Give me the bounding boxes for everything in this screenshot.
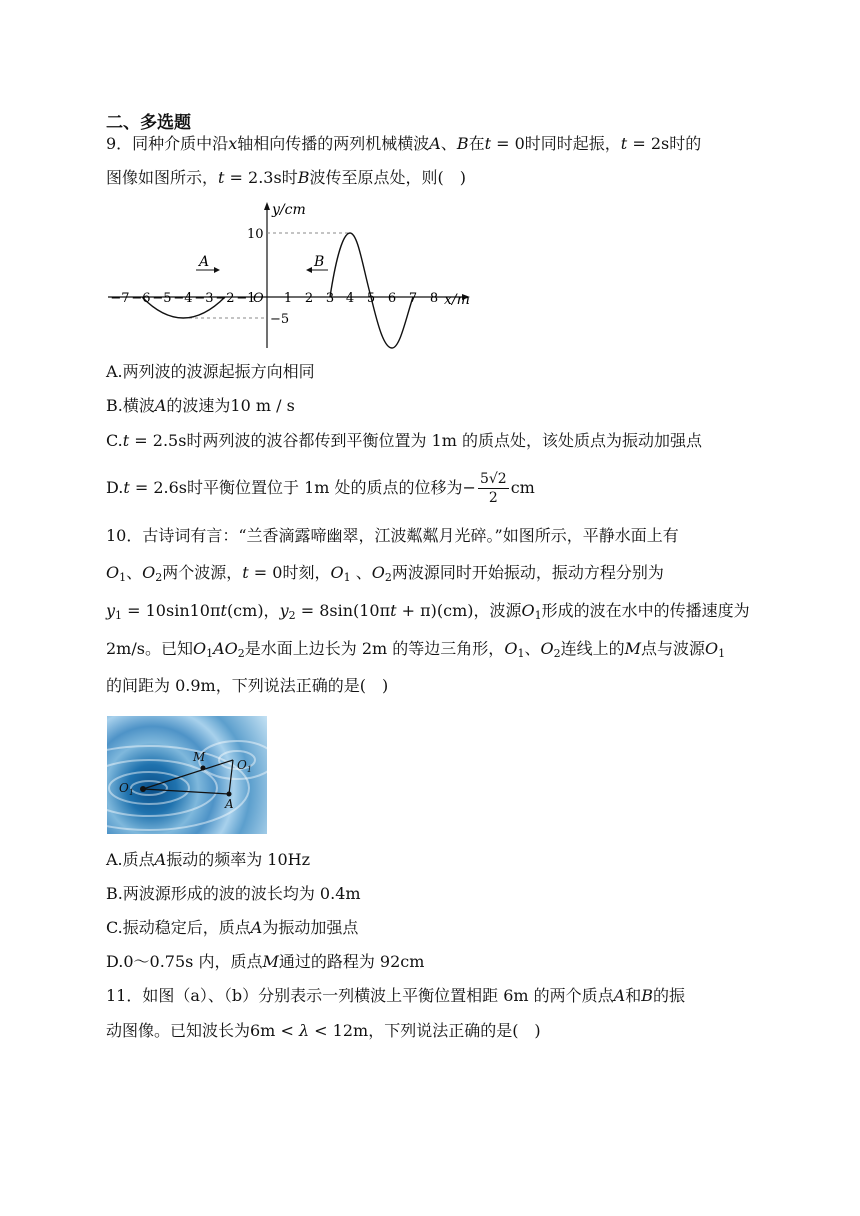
x-tick: 6 bbox=[387, 291, 397, 306]
q10-option-d: D.0～0.75s 内，质点M通过的路程为 92cm bbox=[106, 952, 425, 971]
point-a-label: A bbox=[225, 797, 234, 811]
x-tick: 1 bbox=[283, 291, 293, 306]
x-tick: 7 bbox=[408, 291, 418, 306]
x-tick: −6 bbox=[131, 291, 151, 306]
q10-line-5: 的间距为 0.9m，下列说法正确的是( ) bbox=[106, 676, 389, 695]
q9-line-1: 9．同种介质中沿x轴相向传播的两列机械横波A、B在t = 0时同时起振，t = 2s时的 bbox=[106, 134, 702, 153]
water-wave-photo bbox=[107, 716, 267, 834]
x-tick: −7 bbox=[110, 291, 130, 306]
q10-option-b: B.两波源形成的波的波长均为 0.4m bbox=[106, 884, 361, 903]
x-tick: −2 bbox=[215, 291, 235, 306]
q10-line-2: $O_1$、$O_2$两个波源，t = 0时刻，$O_1$ 、$O_2$两波源同时开始振动，振动方程分别为 bbox=[106, 563, 664, 584]
x-tick: 8 bbox=[429, 291, 439, 306]
x-tick: −1 bbox=[236, 291, 256, 306]
q9-option-d: D.t = 2.6s时平衡位置位于 1m 处的质点的位移为− $\frac{5√2}{2}$ cm bbox=[106, 471, 535, 506]
q9-line-2: 图像如图所示，t = 2.3s时B波传至原点处，则( ) bbox=[106, 168, 466, 187]
wave-a-label: A bbox=[199, 254, 210, 270]
q10-option-c: C.振动稳定后，质点A为振动加强点 bbox=[106, 918, 359, 937]
x-tick: 2 bbox=[304, 291, 314, 306]
x-tick: 5 bbox=[366, 291, 376, 306]
q11-line-2: 动图像。已知波长为6m < λ < 12m，下列说法正确的是( ) bbox=[106, 1021, 541, 1040]
q9-option-c: C.t = 2.5s时两列波的波谷都传到平衡位置为 1m 的质点处，该处质点为振动加强点 bbox=[106, 431, 702, 450]
q10-line-1: 10．古诗词有言：“兰香滴露啼幽翠，江波粼粼月光碎。”如图所示，平静水面上有 bbox=[106, 526, 679, 545]
y-tick-neg5: −5 bbox=[270, 312, 290, 327]
x-tick: 3 bbox=[325, 291, 335, 306]
water-wave-overlay bbox=[107, 716, 267, 834]
wave-b-label: B bbox=[314, 254, 325, 270]
section-title: 二、多选题 bbox=[106, 113, 191, 133]
x-axis-label: x/m bbox=[444, 292, 470, 308]
x-tick: −5 bbox=[152, 291, 172, 306]
q10-line-3: $y_1 = 10\sin 10\pi t(cm)$，$y_2 = 8\sin(10\pi t + \pi)(cm)$，波源$O_1$形成的波在水中的传播速度为 bbox=[106, 601, 750, 622]
q10-line-4: 2m/s。已知$O_1AO_2$是水面上边长为 2m 的等边三角形，$O_1$、$O_2$连线上的M点与波源$O_1$ bbox=[106, 639, 726, 660]
x-tick: −3 bbox=[194, 291, 214, 306]
origin-label: O bbox=[253, 291, 264, 306]
y-tick-10: 10 bbox=[247, 227, 264, 242]
point-o1-label: $O_1$ bbox=[119, 781, 134, 797]
y-axis-label: y/cm bbox=[272, 202, 306, 218]
wave-graph bbox=[100, 198, 480, 350]
x-tick: −4 bbox=[173, 291, 193, 306]
point-o2-label: $O_1$ bbox=[237, 758, 252, 774]
q10-option-a: A.质点A振动的频率为 10Hz bbox=[106, 850, 311, 869]
fraction: $\frac{5√2}{2}$ bbox=[479, 471, 507, 506]
x-tick: 4 bbox=[345, 291, 355, 306]
point-m-label: M bbox=[193, 750, 206, 764]
q9-option-b: B.横波A的波速为10 m / s bbox=[106, 396, 295, 415]
q11-line-1: 11．如图（a）、（b）分别表示一列横波上平衡位置相距 6m 的两个质点A和B的振 bbox=[106, 986, 686, 1005]
q9-option-a: A.两列波的波源起振方向相同 bbox=[106, 362, 315, 381]
